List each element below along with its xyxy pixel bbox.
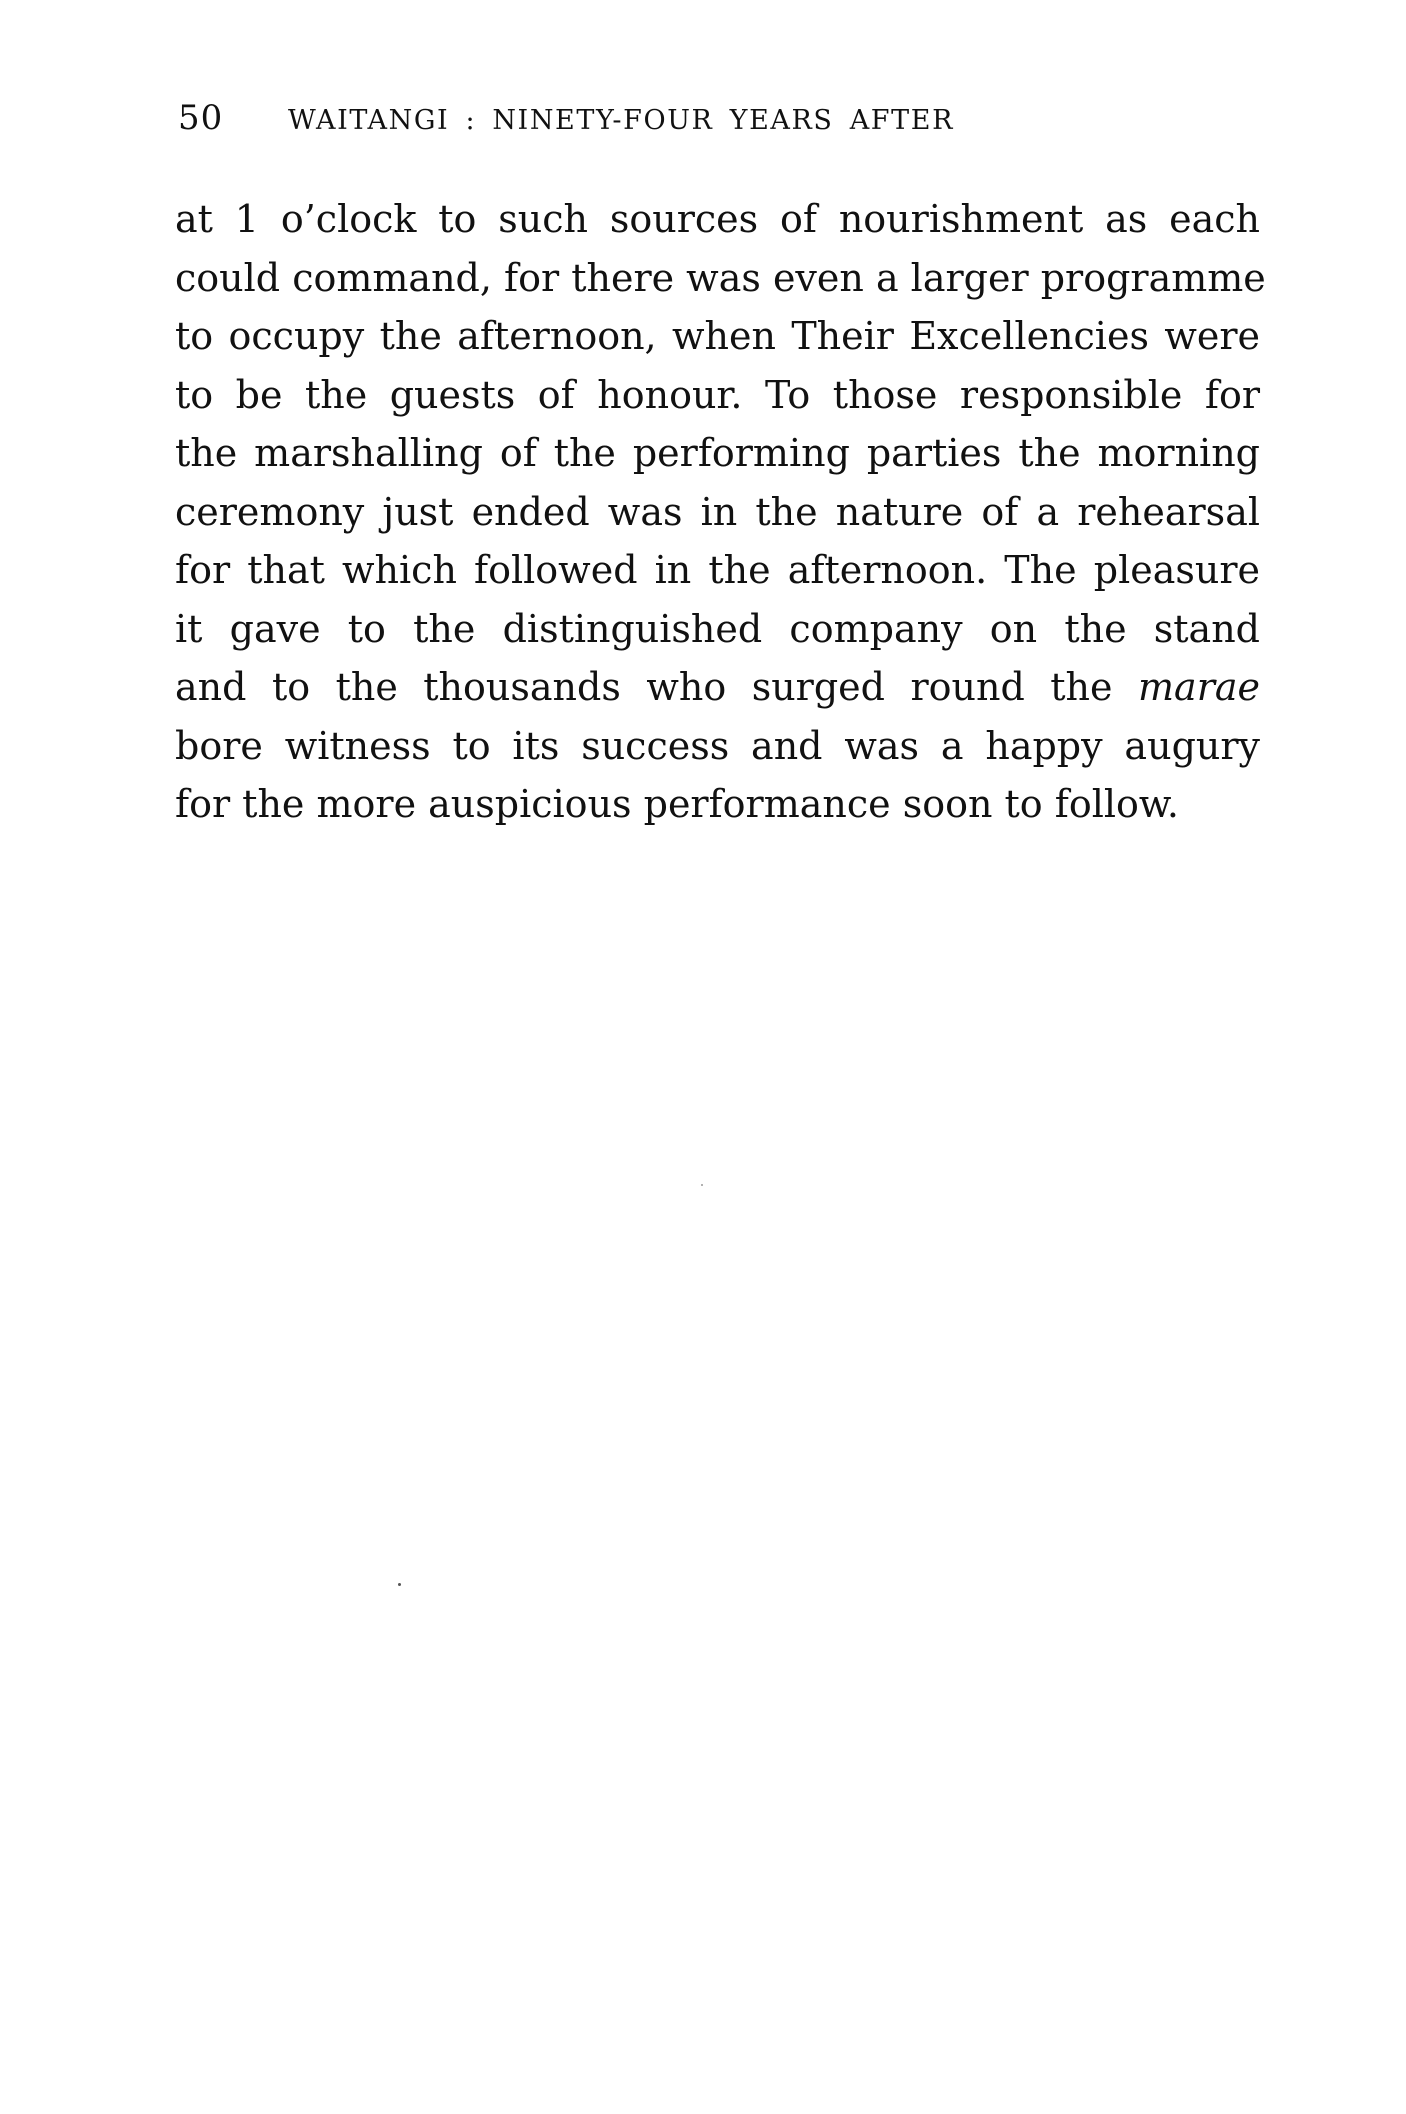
text-line: it gave to the distinguished company on the stand — [175, 606, 1260, 651]
body-paragraph — [175, 190, 1266, 834]
text-line-with-italic — [175, 658, 1260, 717]
page-number: 50 — [178, 98, 224, 138]
text-line: bore witness to its success and was a happy augury — [175, 723, 1260, 768]
scan-speck — [398, 1583, 401, 1586]
text-line: to be the guests of honour. To those responsible for — [175, 372, 1260, 417]
text-line: the marshalling of the performing parties the morning — [175, 431, 1260, 475]
text-line: could command, for there was even a larger programme — [175, 255, 1266, 300]
text-line-last: for the more auspicious performance soon to follow. — [175, 782, 1179, 826]
text-line: to occupy the afternoon, when Their Excellencies were — [175, 314, 1260, 358]
text-line: for that which followed in the afternoon. The pleasure — [175, 548, 1260, 592]
running-title: WAITANGI : NINETY-FOUR YEARS AFTER — [288, 105, 954, 136]
italic-term-marae: marae — [1138, 665, 1260, 709]
text-line: ceremony just ended was in the nature of a rehearsal — [175, 489, 1260, 534]
text-segment: and to the thousands who surged round the — [175, 665, 1113, 709]
text-line: at 1 o’clock to such sources of nourishment as each — [175, 197, 1260, 241]
running-head — [178, 98, 1113, 142]
scan-speck — [701, 1184, 703, 1186]
